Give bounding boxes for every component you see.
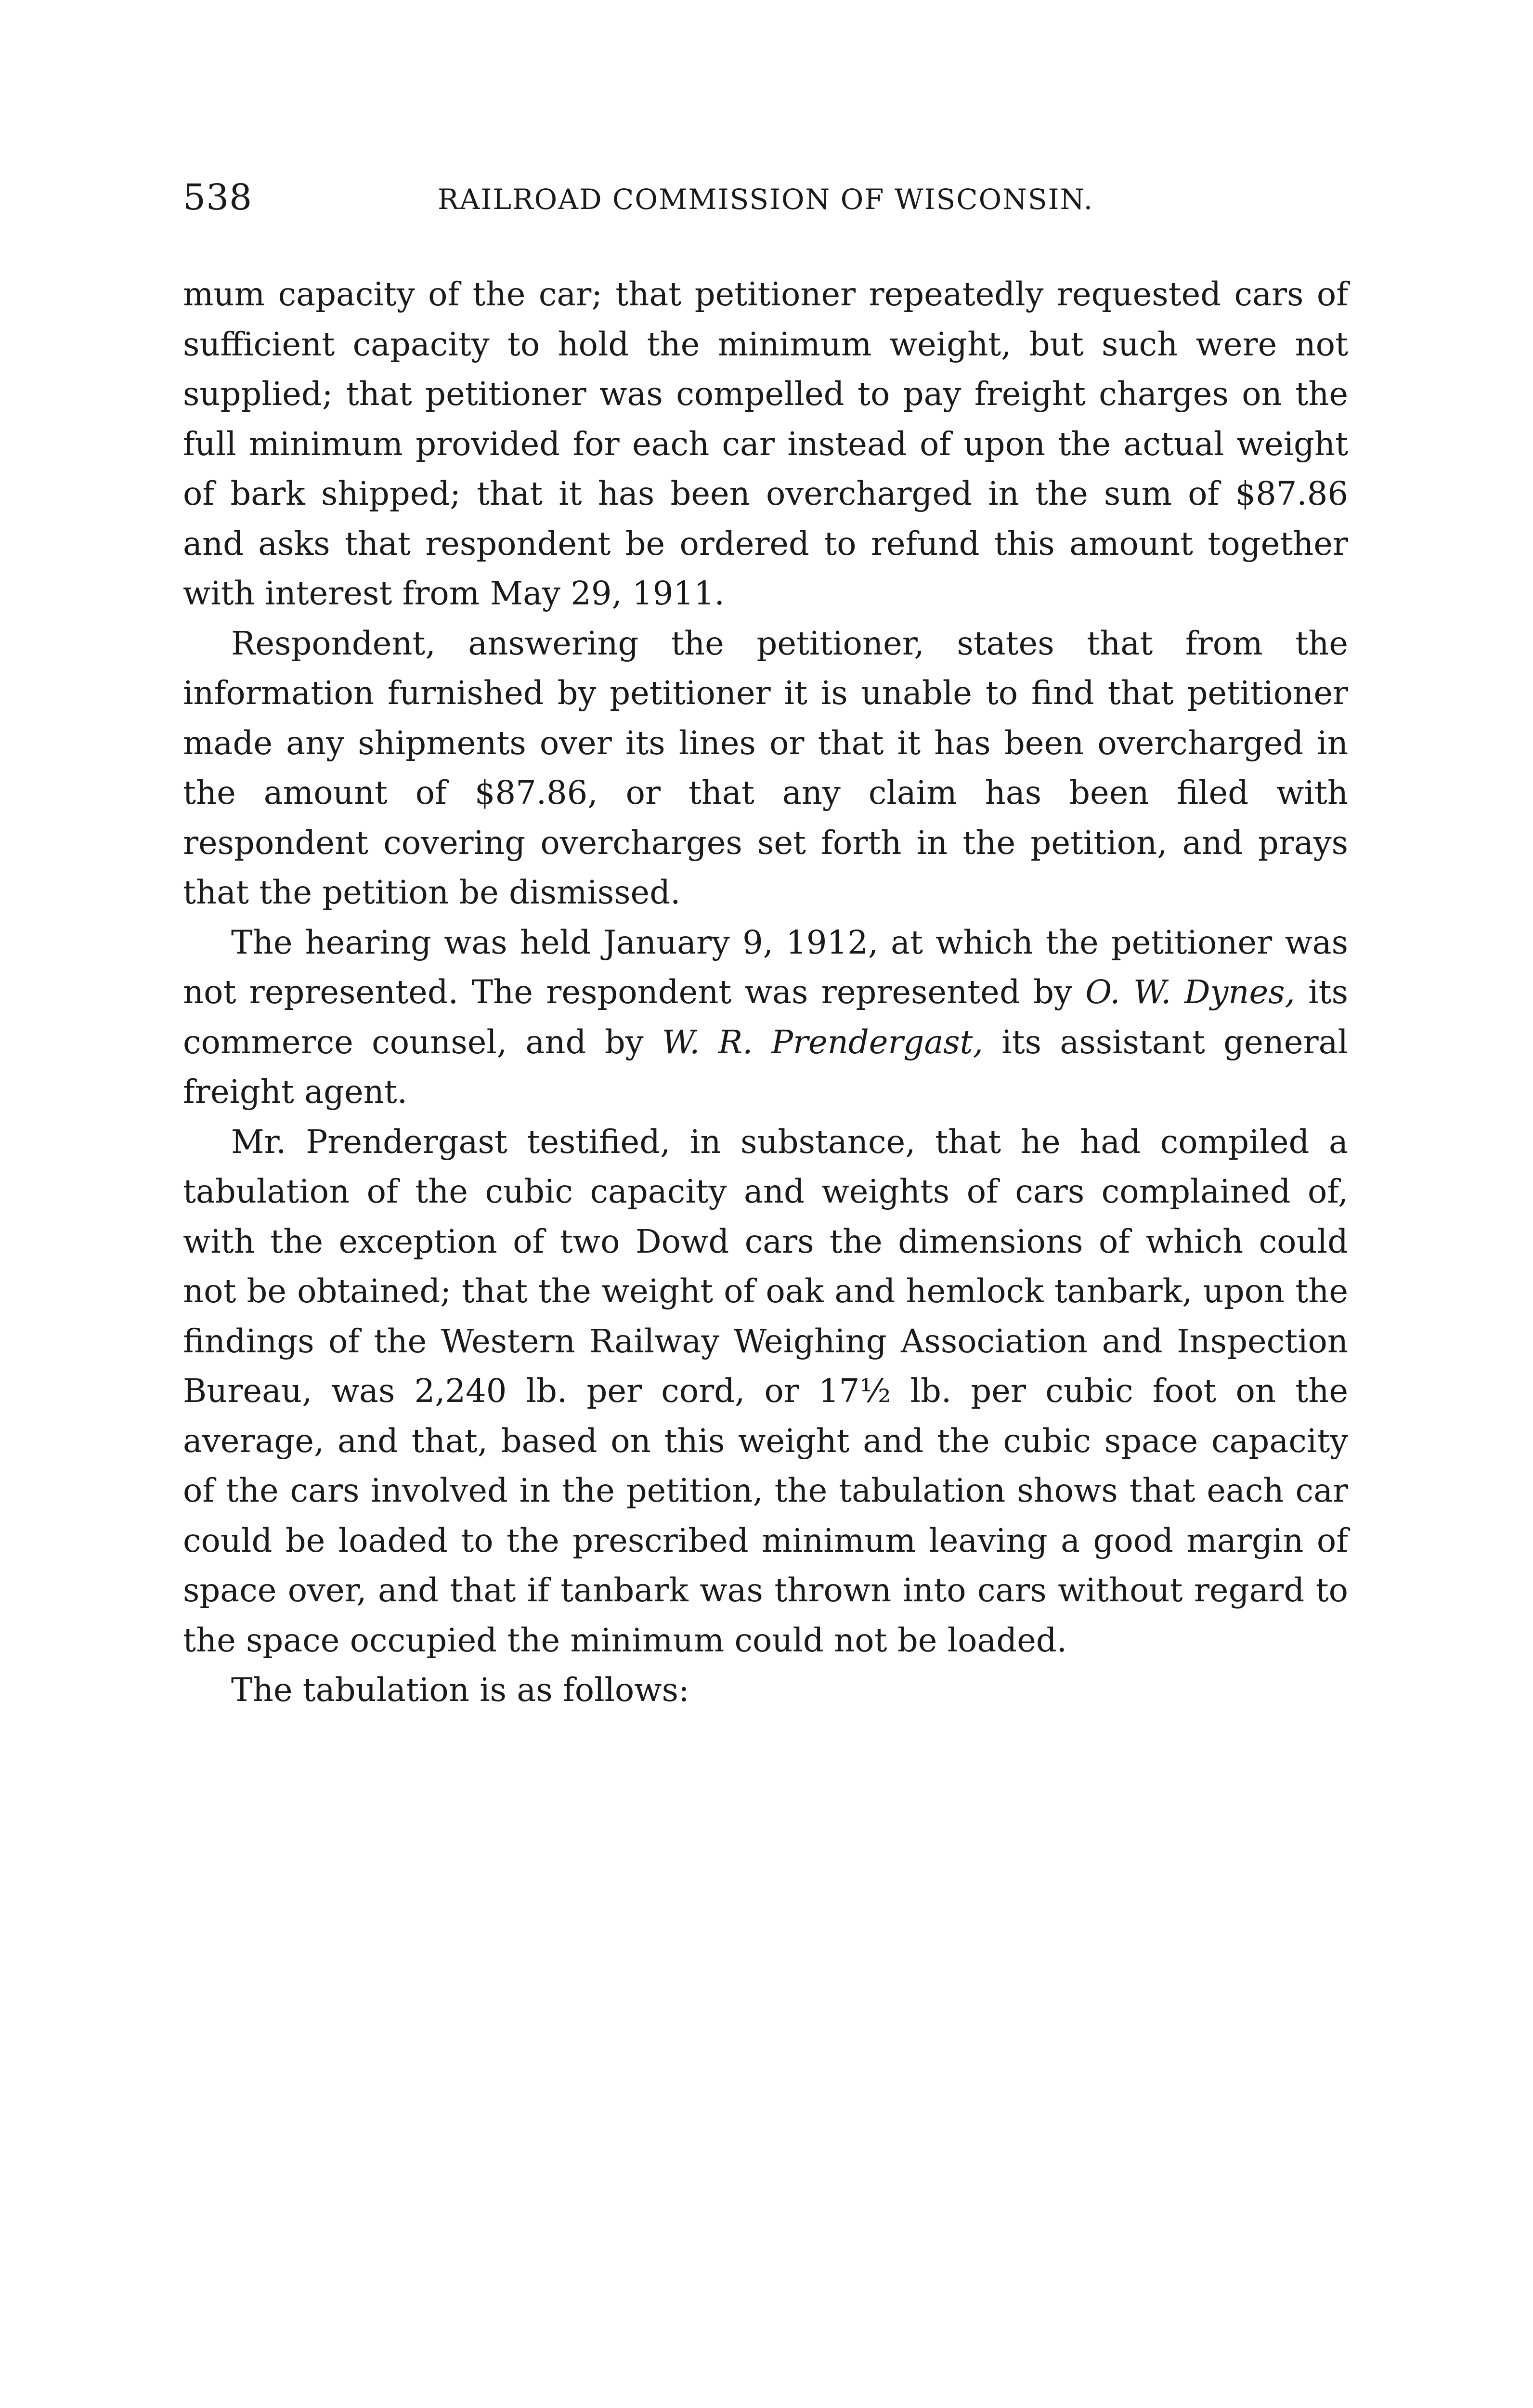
paragraph-testimony — [183, 1117, 1348, 1666]
running-head — [183, 171, 1348, 224]
paragraph-text: mum capacity of the car; that petitioner repeatedly requested cars of sufficient capacity to hold the minimum weight, but such were not supplied; that petitioner was compelled to pay freight charges on the full minimum provided for each car instead of upon the actual weight of bark shipped; that it has been overcharged in the sum of $87.86 and asks that respondent be ordered to refund this amount together with interest from May 29, 1911. — [183, 275, 1348, 612]
paragraph-text: The hearing was held January 9, 1912, at which the petitioner was not represented. The respondent was represented by — [183, 923, 1348, 1011]
paragraph-continuation — [183, 270, 1348, 619]
page-number: 538 — [183, 177, 253, 218]
paragraph-text: its assistant general freight agent. — [183, 1023, 1348, 1111]
paragraph-text: Mr. Prendergast testified, in substance, that he had compiled a tabulation of the cubic capacity and weights of cars complained of, with the exception of two Dowd cars the dimensions of which could not be obtained; that the weight of oak and hemlock tanbark, upon the findings of the Western Railway Weighing Association and Inspection Bureau, was 2,240 lb. per cord, or 17½ lb. per cubic foot on the average, and that, based on this weight and the cubic space capacity of the cars involved in the petition, the tabulation shows that each car could be loaded to the prescribed minimum leaving a good margin of space over, and that if tanbark was thrown into cars without regard to the space occupied the minimum could not be loaded. — [183, 1123, 1348, 1659]
paragraph-text: its commerce counsel, and by — [183, 973, 1348, 1061]
body-text — [183, 270, 1348, 1715]
paragraph-respondent-answer — [183, 619, 1348, 918]
counsel-name: O. W. Dynes, — [1085, 973, 1295, 1011]
paragraph-hearing — [183, 918, 1348, 1117]
running-title: RAILROAD COMMISSION OF WISCONSIN. — [437, 183, 1094, 216]
paragraph-text: The tabulation is as follows: — [231, 1671, 689, 1709]
paragraph-text: Respondent, answering the petitioner, states that from the information furnished by petitioner it is unable to find that petitioner made any shipments over its lines or that it has been overcharged in the amount of $87.86, or that any claim has been filed with respondent covering overcharges set forth in the petition, and prays that the petition be dismissed. — [183, 624, 1348, 911]
paragraph-tabulation-intro — [183, 1665, 1348, 1715]
agent-name: W. R. Prendergast, — [662, 1023, 983, 1061]
